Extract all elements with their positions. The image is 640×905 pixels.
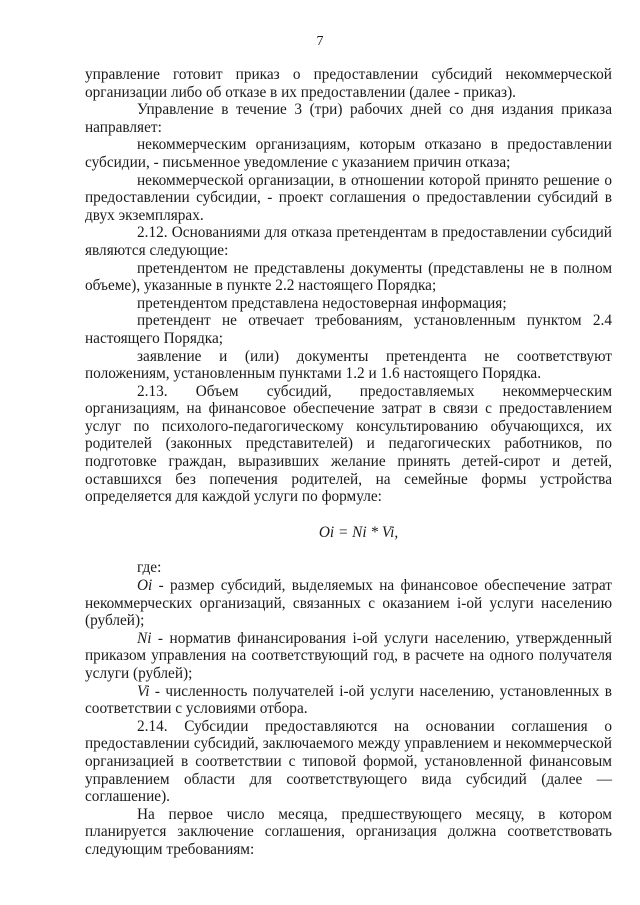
paragraph-requirements-mismatch: претендент не отвечает требованиям, установленным пунктом 2.4 настоящего Порядка; — [85, 312, 612, 347]
symbol-vi: Vi — [137, 682, 150, 700]
definition-ni-text: - норматив финансирования i-ой услуги населению, утвержденный приказом управления на соответствующий год, в расчете на одного получателя услуги (рублей); — [85, 629, 612, 682]
paragraph-refusal-notice: некоммерческим организациям, которым отказано в предоставлении субсидии, - письменное уведомление с указанием причин отказа; — [85, 136, 612, 171]
where-label: где: — [137, 559, 162, 577]
paragraph-false-info: претендентом представлена недостоверная информация; — [137, 294, 507, 312]
definition-oi-text: - размер субсидий, выделяемых на финансовое обеспечение затрат некоммерческих организаций, связанных с оказанием i-ой услуги населению (рублей); — [85, 577, 612, 630]
paragraph-2-14: 2.14. Субсидии предоставляются на основании соглашения о предоставлении субсидий, заключаемого между управлением и некоммерческой организацией в соответствии с типовой формой, установленной финансовым управлением области для соответствующего вида субсидий (далее — соглашение). — [85, 717, 612, 806]
paragraph-docs-incomplete: претендентом не представлены документы (представлены не в полном объеме), указанные в пункте 2.2 настоящего Порядка; — [85, 259, 612, 295]
document-body — [85, 66, 612, 859]
paragraph-2-12: 2.12. Основаниями для отказа претендентам в предоставлении субсидий являются следующие: — [85, 224, 612, 259]
paragraph-order-decision: управление готовит приказ о предоставлении субсидий некоммерческой организации либо об отказе в их предоставлении (далее - приказ). — [85, 66, 612, 101]
paragraph-requirements-intro: На первое число месяца, предшествующего месяцу, в котором планируется заключение соглашения, организация должна соответствовать следующим требованиям: — [85, 805, 612, 858]
paragraph-2-13: 2.13. Объем субсидий, предоставляемых некоммерческим организациям, на финансовое обеспечение затрат в связи с предоставлением услуг по психолого-педагогическому консультированию обучающихся, их родителей (законных представителей) и педагогических работников, по подготовке граждан, выразивших желание принять детей-сирот и детей, оставшихся без попечения родителей, на семейные формы устройства определяется для каждой услуги по формуле: — [85, 382, 612, 506]
subsidy-formula: Oi = Ni * Vi, — [318, 523, 399, 541]
symbol-oi: Oi — [137, 577, 153, 595]
definition-vi — [85, 683, 612, 718]
definition-vi-text: - численность получателей i-ой услуги населению, установленных в соответствии с условиями отбора. — [85, 682, 612, 718]
paragraph-directs: Управление в течение 3 (три) рабочих дней со дня издания приказа направляет: — [85, 101, 612, 136]
paragraph-application-mismatch: заявление и (или) документы претендента не соответствуют положениям, установленным пунктами 1.2 и 1.6 настоящего Порядка. — [85, 347, 612, 383]
paragraph-agreement-draft: некоммерческой организации, в отношении которой принято решение о предоставлении субсидии, - проект соглашения о предоставлении субсидий в двух экземплярах. — [85, 171, 612, 224]
symbol-ni: Ni — [137, 629, 152, 647]
definition-ni — [85, 630, 612, 683]
definition-oi — [85, 577, 612, 630]
page-number: 7 — [316, 34, 324, 49]
